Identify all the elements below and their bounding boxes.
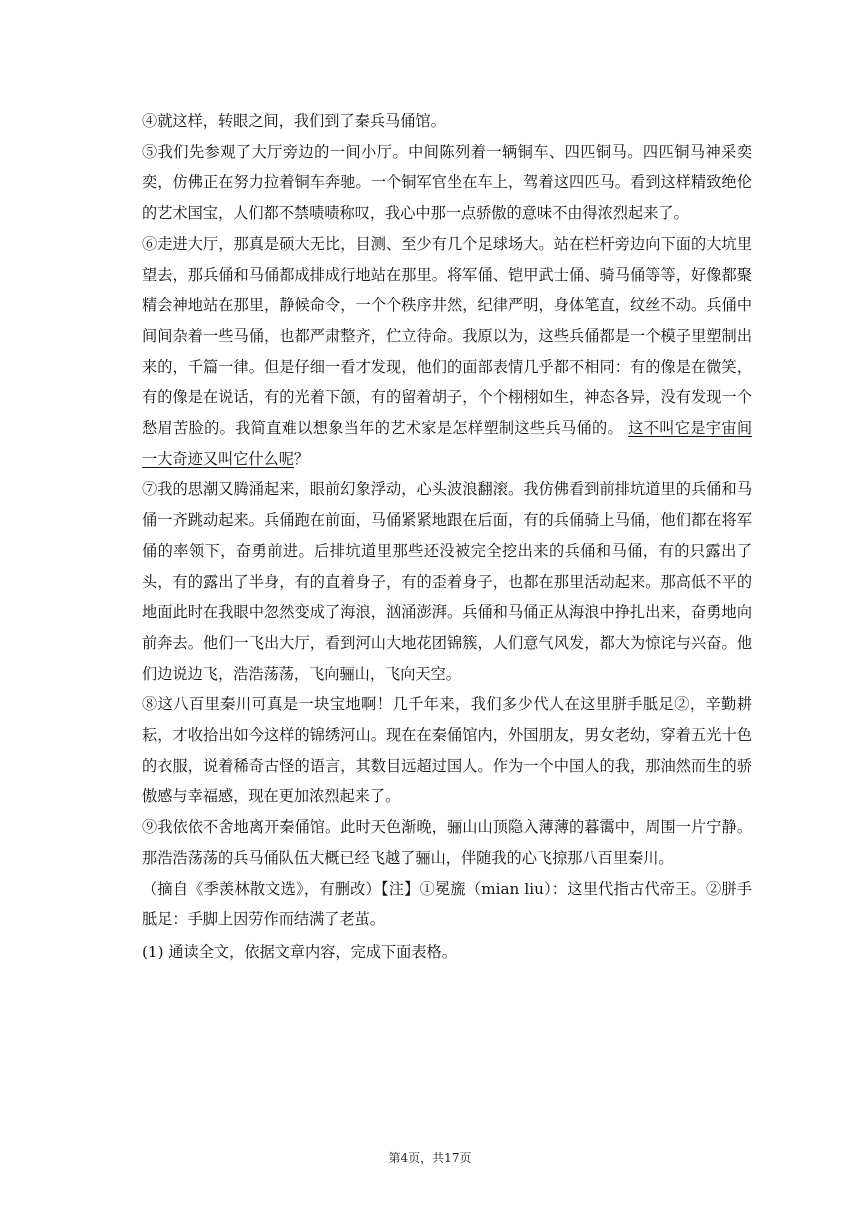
paragraph-7: ⑦我的思潮又腾涌起来，眼前幻象浮动，心头波浪翻滚。我仿佛看到前排坑道里的兵俑和马俑一齐跳动起来。兵俑跑在前面，马俑紧紧地跟在后面，有的兵俑骑上马俑，他们都在将军俑的率领下，奋勇前进。后排坑道里那些还没被完全挖出来的兵俑和马俑，有的只露出了头，有的露出了半身，有的直着身子，有的歪着身子，也都在那里活动起来。那高低不平的地面此时在我眼中忽然变成了海浪，汹涌澎湃。兵俑和马俑正从海浪中挣扎出来，奋勇地向前奔去。他们一飞出大厅，看到河山大地花团锦簇，人们意气风发，都大为惊诧与兴奋。他们边说边飞，浩浩荡荡，飞向骊山，飞向天空。 bbox=[142, 480, 752, 683]
page-number: 第4页，共17页 bbox=[388, 1151, 472, 1165]
paragraph-6-end: ？ bbox=[293, 449, 310, 468]
source-note: （摘自《季羡林散文选》，有删改）【注】①冕旒（mian liu）：这里代指古代帝王。②胼手胝足：手脚上因劳作而结满了老茧。 bbox=[142, 879, 752, 929]
underlined-sentence: 这不叫它是宇宙间一大奇迹又叫它什么呢 bbox=[142, 419, 753, 468]
paragraph-8: ⑧这八百里秦川可真是一块宝地啊！几千年来，我们多少代人在这里胼手胝足②，辛勤耕耘，才收拾出如今这样的锦绣河山。现在在秦俑馆内，外国朋友，男女老幼，穿着五光十色的衣服，说着稀奇古怪的语言，其数目远超过国人。作为一个中国人的我，那油然而生的骄傲感与幸福感，现在更加浓烈起来了。 bbox=[142, 695, 752, 806]
paragraph-5: ⑤我们先参观了大厅旁边的一间小厅。中间陈列着一辆铜车、四匹铜马。四匹铜马神采奕奕，仿佛正在努力拉着铜车奔驰。一个铜军官坐在车上，驾着这四匹马。看到这样精致绝伦的艺术国宝，人们都不禁啧啧称叹，我心中那一点骄傲的意味不由得浓烈起来了。 bbox=[142, 142, 752, 223]
paragraph-6-text: ⑥走进大厅，那真是硕大无比，目测、至少有几个足球场大。站在栏杆旁边向下面的大坑里望去，那兵俑和马俑都成排成行地站在那里。将军俑、铠甲武士俑、骑马俑等等，好像都聚精会神地站在那里，静候命令，一个个秩序井然，纪律严明，身体笔直，纹丝不动。兵俑中间间杂着一些马俑，也都严肃整齐，伫立待命。我原以为，这些兵俑都是一个模子里塑制出来的，千篇一律。但是仔细一看才发现，他们的面部表情几乎都不相同：有的像是在微笑，有的像是在说话，有的光着下颌，有的留着胡子，个个栩栩如生，神态各异，没有发现一个愁眉苦脸的。我简直难以想象当年的艺术家是怎样塑制这些兵马俑的。 bbox=[142, 234, 752, 438]
paragraph-9: ⑨我依依不舍地离开秦俑馆。此时天色渐晚，骊山山顶隐入薄薄的暮霭中，周围一片宁静。那浩浩荡荡的兵马俑队伍大概已经飞越了骊山，伴随我的心飞掠那八百里秦川。 bbox=[142, 818, 752, 867]
question-1: (1) 通读全文，依据文章内容，完成下面表格。 bbox=[142, 942, 457, 961]
article-body bbox=[142, 106, 752, 968]
paragraph-4: ④就这样，转眼之间，我们到了秦兵马俑馆。 bbox=[142, 112, 446, 130]
paragraph-6 bbox=[142, 229, 752, 475]
